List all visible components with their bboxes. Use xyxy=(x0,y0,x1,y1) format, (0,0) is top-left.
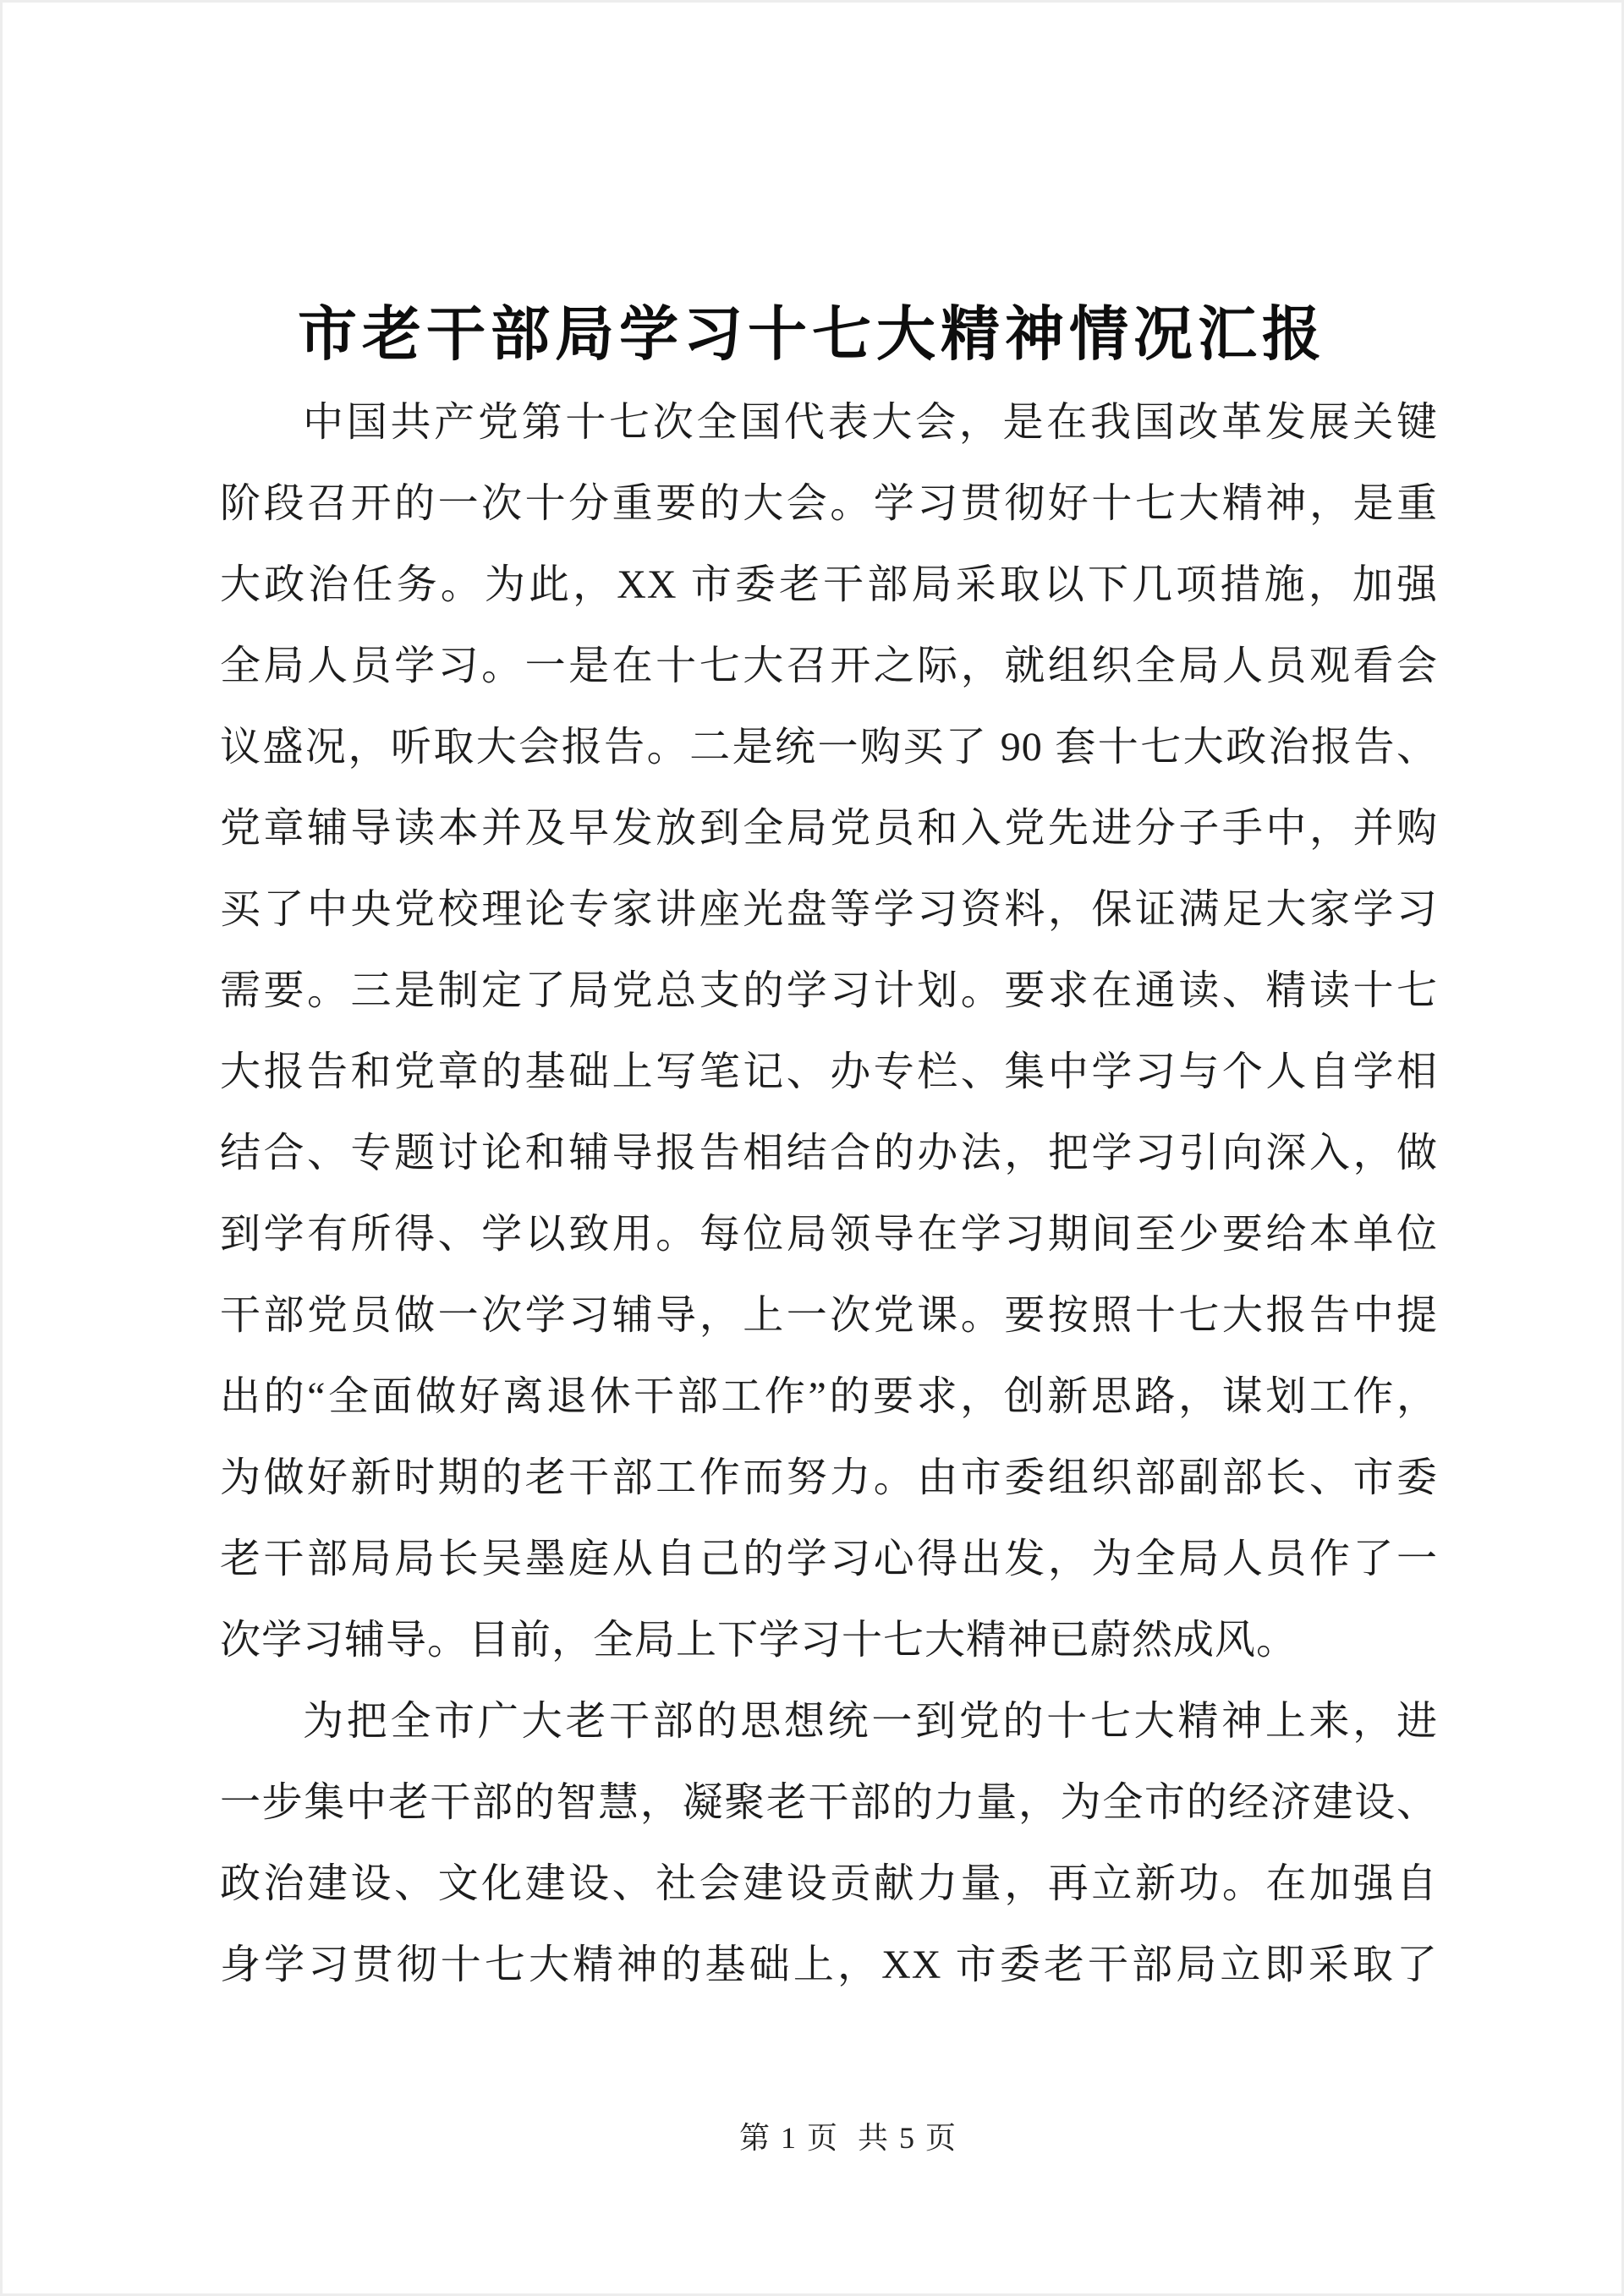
text-line: 党章辅导读本并及早发放到全局党员和入党先进分子手中，并购 xyxy=(220,806,1438,851)
text-line: 干部党员做一次学习辅导，上一次党课。要按照十七大报告中提 xyxy=(220,1293,1438,1338)
page-footer: 第 1 页 共 5 页 xyxy=(738,2121,957,2155)
text-line: 次学习辅导。目前，全局上下学习十七大精神已蔚然成风。 xyxy=(220,1618,1298,1663)
text-line: 阶段召开的一次十分重要的大会。学习贯彻好十七大精神，是重 xyxy=(220,481,1438,526)
text-line: 一步集中老干部的智慧，凝聚老干部的力量，为全市的经济建设、 xyxy=(220,1780,1438,1825)
text-line: 出的“全面做好离退休干部工作”的要求，创新思路，谋划工作， xyxy=(220,1374,1438,1419)
text-line: 大报告和党章的基础上写笔记、办专栏、集中学习与个人自学相 xyxy=(220,1049,1438,1094)
text-line: 身学习贯彻十七大精神的基础上，XX 市委老干部局立即采取了 xyxy=(220,1943,1438,1987)
text-line: 政治建设、文化建设、社会建设贡献力量，再立新功。在加强自 xyxy=(220,1861,1438,1906)
text-line: 买了中央党校理论专家讲座光盘等学习资料，保证满足大家学习 xyxy=(220,887,1438,932)
document-body xyxy=(220,382,1438,2006)
text-line: 需要。三是制定了局党总支的学习计划。要求在通读、精读十七 xyxy=(220,968,1438,1013)
text-line: 大政治任务。为此，XX 市委老干部局采取以下几项措施，加强 xyxy=(220,562,1438,607)
text-line: 结合、专题讨论和辅导报告相结合的办法，把学习引向深入，做 xyxy=(220,1131,1438,1175)
document-title: 市老干部局学习十七大精神情况汇报 xyxy=(298,303,1326,368)
text-line: 中国共产党第十七次全国代表大会，是在我国改革发展关键 xyxy=(303,400,1438,445)
text-line: 全局人员学习。一是在十七大召开之际，就组织全局人员观看会 xyxy=(220,644,1438,688)
text-line: 为把全市广大老干部的思想统一到党的十七大精神上来，进 xyxy=(303,1699,1438,1744)
text-line: 为做好新时期的老干部工作而努力。由市委组织部副部长、市委 xyxy=(220,1455,1438,1500)
text-line: 到学有所得、学以致用。每位局领导在学习期间至少要给本单位 xyxy=(220,1212,1438,1257)
text-line: 老干部局局长吴墨庭从自己的学习心得出发，为全局人员作了一 xyxy=(220,1537,1438,1581)
text-line: 议盛况，听取大会报告。二是统一购买了 90 套十七大政治报告、 xyxy=(220,725,1438,770)
